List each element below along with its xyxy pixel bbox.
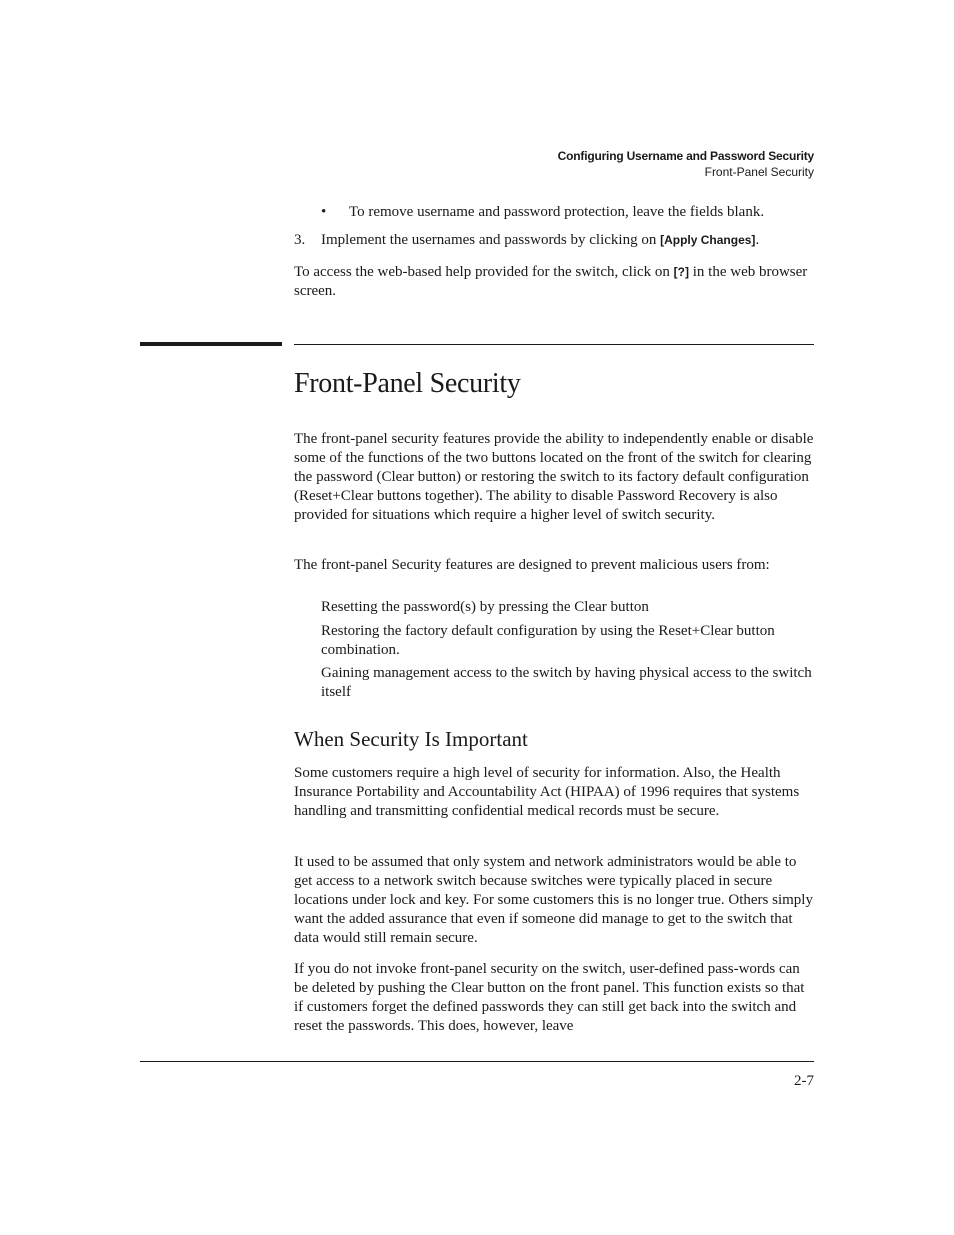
section-rule-thin	[294, 344, 814, 345]
help-text-after: in the web browser screen.	[294, 264, 808, 299]
paragraph-text: If you do not invoke front-panel security on the switch, user-defined pass-words can be deleted by pushing the Clear button on the front panel. This function exists so that if customers forget the defined passwords they can still get back into the switch and reset the passwords. This does, however, leave	[294, 961, 805, 1034]
section-heading: Front-Panel Security	[294, 368, 521, 399]
list-item: Gaining management access to the switch by having physical access to the switch itself	[321, 665, 812, 700]
chapter-title: Configuring Username and Password Security	[557, 149, 814, 163]
step-text	[321, 231, 759, 250]
paragraph-text: Some customers require a high level of security for information. Also, the Health Insurance Portability and Accountability Act (HIPAA) of 1996 requires that systems handling and transmitting confidential medical records must be secure.	[294, 765, 800, 819]
running-header	[558, 148, 814, 180]
apply-changes-button-label: [Apply Changes]	[660, 233, 756, 247]
bullet-text: To remove username and password protection, leave the fields blank.	[349, 204, 765, 220]
body-paragraph	[294, 764, 814, 821]
step-text-before: Implement the usernames and passwords by clicking on	[321, 232, 661, 248]
paragraph-text: It used to be assumed that only system and network administrators would be able to get access to a network switch because switches were typically placed in secure locations under lock and key. For some customers this is no longer true. Others simply want the added assurance that even if someone did manage to get to the switch that data would still remain secure.	[294, 854, 813, 946]
help-text-before: To access the web-based help provided for the switch, click on	[294, 264, 674, 280]
list-item: Restoring the factory default configuration by using the Reset+Clear button combination.	[321, 623, 775, 658]
help-paragraph	[294, 263, 814, 301]
intro-text: The front-panel security features provide the ability to independently enable or disable some of the functions of the two buttons located on the front of the switch for clearing the password (Clear button) or restoring the switch to its factory default configuration (Reset+Clear buttons together). The ability to disable Password Recovery is also provided for situations which require a higher level of switch security.	[294, 431, 814, 523]
page-number: 2-7	[794, 1073, 814, 1089]
list-item: Resetting the password(s) by pressing the Clear button	[321, 599, 649, 615]
section-rule-thick	[140, 342, 282, 346]
body-paragraph	[294, 960, 814, 1036]
prevent-intro-text: The front-panel Security features are designed to prevent malicious users from:	[294, 557, 770, 573]
intro-paragraph	[294, 430, 814, 525]
body-paragraph	[294, 853, 814, 948]
subsection-heading: When Security Is Important	[294, 727, 528, 751]
prevent-intro-paragraph	[294, 556, 814, 575]
bullet-icon: •	[321, 204, 327, 220]
section-title-header: Front-Panel Security	[704, 165, 814, 179]
step-number: 3.	[294, 232, 306, 248]
help-button-label: [?]	[673, 265, 689, 279]
footer-rule	[140, 1061, 814, 1062]
step-text-after: .	[755, 232, 760, 248]
